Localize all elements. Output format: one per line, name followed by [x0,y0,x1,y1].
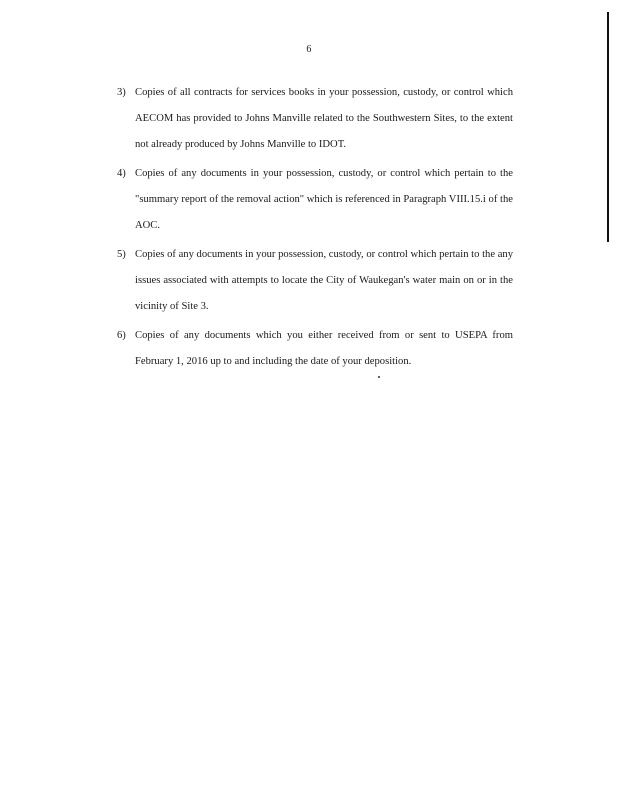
item-number: 4) [117,168,126,179]
request-list [117,80,513,378]
list-item [117,323,513,375]
item-number: 3) [117,87,126,98]
item-number: 6) [117,330,126,341]
list-item [117,242,513,320]
item-text: Copies of any documents in your possession, custody, or control which pertain to the any issues associated with attempts to locate the City of Waukegan's water main on or in the vicinity of Site 3. [135,249,513,312]
item-text: Copies of any documents which you either received from or sent to USEPA from February 1, 2016 up to and including the date of your deposition. [135,330,513,367]
page-number: 6 [306,44,312,55]
item-text: Copies of any documents in your possession, custody, or control which pertain to the "summary report of the removal action" which is referenced in Paragraph VIII.15.i of the AOC. [135,168,513,231]
item-text: Copies of all contracts for services books in your possession, custody, or control which AECOM has provided to Johns Manville related to the Southwestern Sites, to the extent not already produced by Johns Manville to IDOT. [135,87,513,150]
scan-speck [378,376,380,378]
list-item [117,80,513,158]
item-number: 5) [117,249,126,260]
list-item [117,161,513,239]
